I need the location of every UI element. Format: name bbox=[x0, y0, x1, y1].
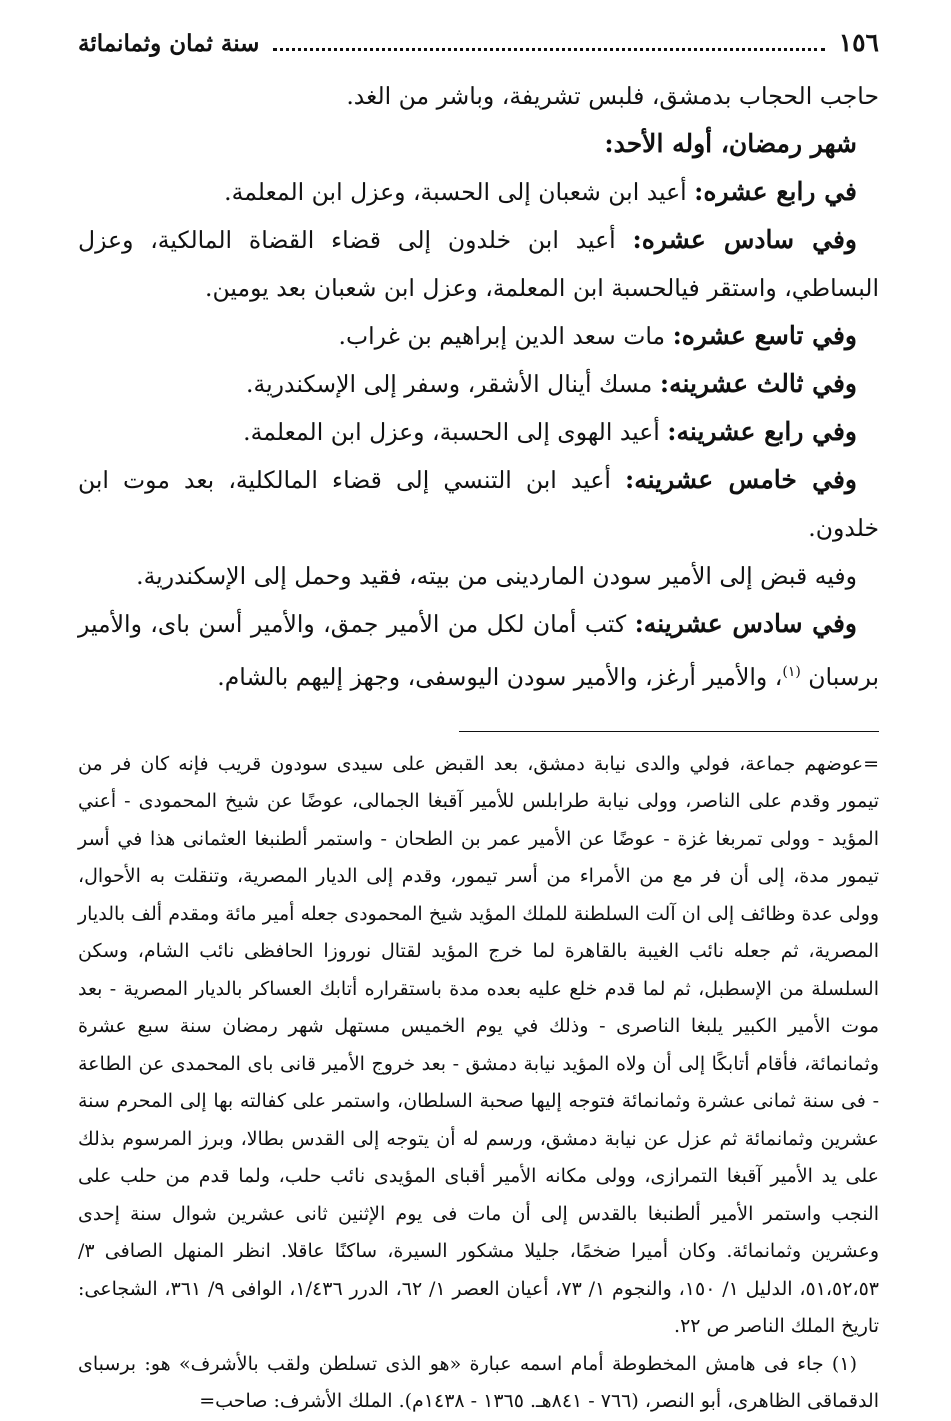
footnote-continuation: =عوضهم جماعة، فولي والدى نيابة دمشق، بعد القبض على سيدى سودون قريب فإنه كان فر من تيمور وقدم على الناصر، وولى نيابة طرابلس للأمير آقبغا الجمالى، عوضًا عن شيخ المحمودى - أعني المؤيد - وولى تمربغا غزة - عوضًا عن الأمير عمر بن الطحان - واستمر ألطنبغا العثمانى هذا في أسر تيمور مدة، إلى أن فر مع من الأمراء من أسر تيمور، وقدم إلى الديار المصرية، وتنقلت به الأحوال، وولى عدة وظائف إلى ان آلت السلطنة للملك المؤيد شيخ المحمودى جعله أمير مائة ومقدم ألف بالديار المصرية، ثم جعله نائب الغيبة بالقاهرة لما خرج المؤيد لقتال نوروزا الحافظى نائب الشام، وسكن السلسلة من الإسطبل، ثم لما قدم خلع عليه بعده مدة باستقراره أتابك العساكر بالديار المصرية - بعد موت الأمير الكبير يلبغا الناصرى - وذلك في يوم الخميس مستهل شهر رمضان سنة سبع عشرة وثمانمائة، فأقام أتابكًا إلى أن ولاه المؤيد نيابة دمشق - بعد خروج الأمير قانى باى المحمدى عن الطاعة - فى سنة ثمانى عشرة وثمانمائة فتوجه إليها صحبة السلطان، واستمر على كفالته بها إلى المحرم سنة عشرين وثمانمائة ثم عزل عن نيابة دمشق، ورسم له أن يتوجه إلى القدس بطالا، وبرز المرسوم بذلك على يد الأمير آقبغا التمرازى، وولى مكانه الأمير أقباى المؤيدى نائب حلب، ولما قدم من حلب على النجب واستمر الأمير ألطنبغا بالقدس إلى أن مات فى يوم الإثنين ثانى عشرين شوال سنة إحدى وعشرين وثمانمائة. وكان أميرا ضخمًا، جليلا مشكور السيرة، ساكنًا عاقلا. انظر المنهل الصافى ٣/ ٥١،٥٢،٥٣، الدليل ١/ ١٥٠، والنجوم ١/ ٧٣، أعيان العصر ١/ ٦٢، الدرر ١/٤٣٦، الوافى ٩/ ٣٦١، الشجاعى: تاريخ الملك الناصر ص ٢٢. bbox=[78, 752, 879, 1338]
plain-line: وفيه قبض إلى الأمير سودن الماردينى من بيته، فقيد وحمل إلى الإسكندرية. bbox=[136, 562, 857, 590]
entry-day: وفي خامس عشرينه: bbox=[625, 465, 858, 494]
entry bbox=[78, 216, 879, 312]
entry-day: وفي رابع عشرينه: bbox=[667, 417, 857, 446]
entry bbox=[78, 456, 879, 552]
entry-day: في رابع عشره: bbox=[694, 177, 857, 206]
main-text bbox=[78, 72, 879, 701]
entry bbox=[78, 168, 879, 216]
footnote-separator bbox=[459, 731, 879, 732]
entry-text: أعيد ابن شعبان إلى الحسبة، وعزل ابن المعلمة. bbox=[224, 178, 695, 206]
footnote-marker[interactable]: (١) bbox=[782, 664, 801, 680]
entry bbox=[78, 360, 879, 408]
entry-day: وفي سادس عشره: bbox=[632, 225, 857, 254]
month-heading-text: شهر رمضان، أوله الأحد: bbox=[604, 129, 857, 158]
running-title: سنة ثمان وثمانمائة bbox=[78, 30, 260, 57]
month-heading bbox=[78, 120, 879, 168]
entry-text: أعيد ابن التنسي إلى قضاء المالكلية، بعد موت ابن خلدون. bbox=[78, 466, 879, 542]
entry-text: ، والأمير أرغز، والأمير سودن اليوسفى، وجهز إليهم بالشام. bbox=[217, 662, 783, 691]
entry-text: أعيد الهوى إلى الحسبة، وعزل ابن المعلمة. bbox=[243, 418, 668, 446]
page-number: ١٥٦ bbox=[838, 28, 879, 57]
header-leader-dots bbox=[273, 36, 824, 51]
entry bbox=[78, 408, 879, 456]
entry-day: وفي سادس عشرينه: bbox=[634, 609, 857, 638]
entry-day: وفي ثالث عشرينه: bbox=[659, 369, 857, 398]
footnotes bbox=[78, 746, 879, 1421]
entry bbox=[78, 312, 879, 360]
page-header bbox=[78, 28, 879, 64]
entry-text: مسك أينال الأشقر، وسفر إلى الإسكندرية. bbox=[246, 370, 660, 398]
entry-text: مات سعد الدين إبراهيم بن غراب. bbox=[338, 322, 673, 350]
footnote-1: (١) جاء فى هامش المخطوطة أمام اسمه عبارة «هو الذى تسلطن ولقب بالأشرف» هو: برسباى الدقماقى الظاهرى، أبو النصر، (٧٦٦ - ٨٤١هـ. ١٣٦٥ - ١٤٣٨م). الملك الأشرف: صاحب= bbox=[78, 1352, 879, 1413]
entry-day: وفي تاسع عشره: bbox=[672, 321, 857, 350]
entry bbox=[78, 600, 879, 701]
intro-line: حاجب الحجاب بدمشق، فلبس تشريفة، وباشر من الغد. bbox=[346, 82, 879, 110]
entry-text: أعيد ابن خلدون إلى قضاء القضاة المالكية، وعزل البساطي، واستقر فيالحسبة ابن المعلمة، وعزل ابن شعبان بعد يومين. bbox=[78, 226, 879, 302]
entry-text: كتب أمان لكل من الأمير جمق، والأمير أسن باى، والأمير برسبان bbox=[78, 610, 879, 691]
